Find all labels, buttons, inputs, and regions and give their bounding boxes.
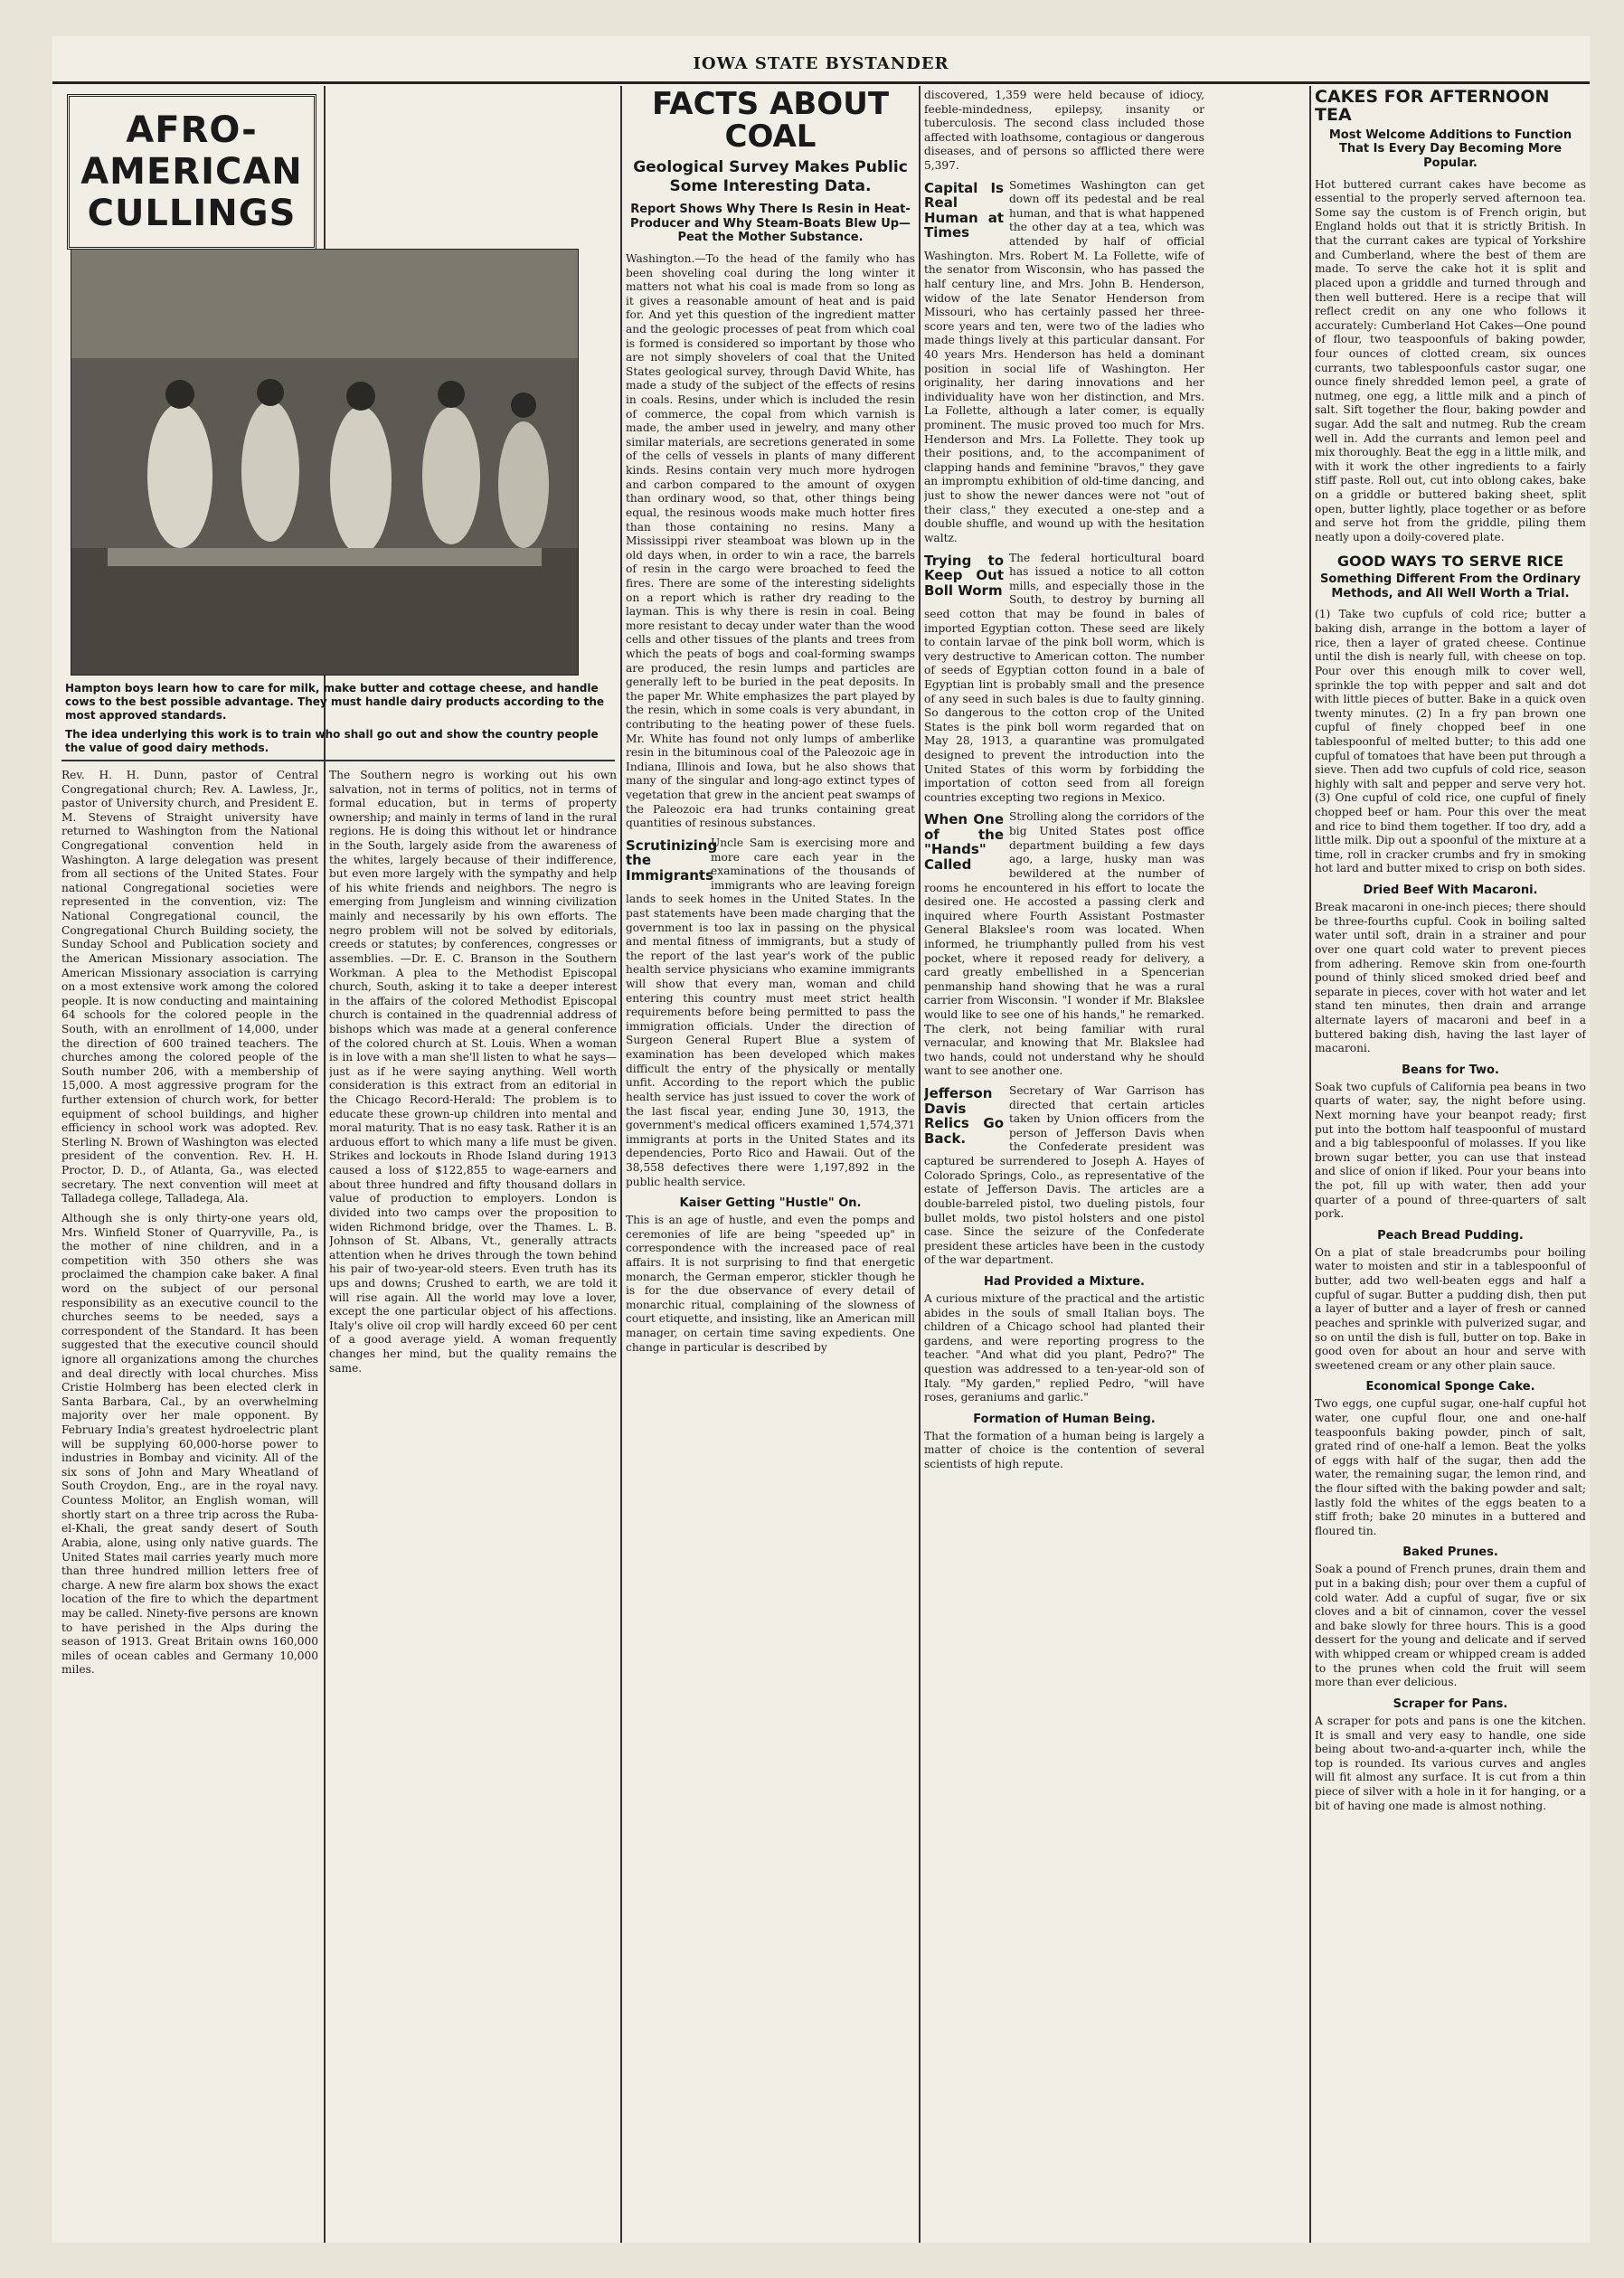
photo-caption: Hampton boys learn how to care for milk, make butter and cottage cheese, and handle cows to the best possible advantage. They must handle dairy products according to the most approved standards.: [65, 682, 605, 722]
scrutinizing-body: Uncle Sam is exercising more and more care each year in the examinations of the thousands of immigrants who are leaving foreign lands to seek homes in the United States. In the past statements have been made charging that the government is too lax in passing on the physical and mental fitness of immigrants, but a study of the report of the last year's work of the public health service physicians who examine immigrants will show that every man, woman and child entering this country must meet strict health requirements before being permitted to pass the immigration officials. Under the direction of Surgeon General Rupert Blue a system of examination has been developed which makes difficult the entry of the physically or mentally unfit. According to the report which the public health service has just issued to cover the work of the last fiscal year, ending June 30, 1913, the government's medical officers examined 1,574,371 immigrants at ports in the United States and its dependencies, Porto Rico and Hawaii. Out of the 38,558 defectives there were 1,197,892 in the public health service.: [626, 836, 915, 1188]
rice-deck: Something Different From the Ordinary Methods, and All Well Worth a Trial.: [1320, 572, 1581, 600]
coal-body: Washington.—To the head of the family who has been shoveling coal during the long winter it matters not what his coal is made from so long as it gives a reasonable amount of heat and is paid for. And yet this question of the ingredient matter and the geologic processes of peat from which coal is formed is considered so important by those who are not simply shovelers of coal that the United States geological survey, through David White, has made a study of the subject of the effects of resins in coals. Resins, under which is included the resin of commerce, the copal from which varnish is made, the amber used in jewelry, and many other similar materials, are secretions generated in some of the cells of vessels in plants of many different kinds. Resins contain very much more hydrogen and carbon compared to the amount of oxygen than ordinary wood, so that, other things being equal, the resinous woods make much hotter fires than those containing no resins. Many a Mississippi river steamboat was blown up in the old days when, in order to win a race, the barrels of resin in the cargo were broached to feed the fires. There are some of the interesting sidelights on a report which is rather dry reading to the layman. This is why there is resin in coal. Being more resistant to decay under water than the wood cells and other tissues of the plants and trees from which the peats of bogs and coal-forming swamps are produced, the resin lumps and particles are generally left to be buried in the peat deposits. In the paper Mr. White emphasizes the part played by the resin, which in some coals is very abundant, in contributing to the heating power of these fuels. Mr. White has found not only lumps of amberlike resin in the bituminous coal of the Paleozoic age in Indiana, Illinois and Iowa, but he also shows that many of the singular and long-ago extinct types of vegetation that grew in the ancient peat swamps of the Paleozoic era had trunks containing great quantities of resinous substances.: [626, 251, 915, 830]
immigrants-tail: discovered, 1,359 were held because of idiocy, feeble-mindedness, epilepsy, insanity or tuberculosis. The second class included those affected with loathsome, contagious or dangerous diseases, and of persons so afflicted there were 5,397.: [924, 89, 1204, 173]
mixture-body: A curious mixture of the practical and the artistic abides in the souls of small Italian boys. The children of a Chicago school had planted their gardens, and were reporting progress to the teacher. "And what did you plant, Pedro?" The question was addressed to a ten-year-old son of Italy. "My garden," replied Pedro, "will have roses, geraniums and garlic.": [924, 1291, 1204, 1404]
rice-headline: GOOD WAYS TO SERVE RICE: [1336, 552, 1564, 570]
coal-deck: Geological Survey Makes Public Some Interesting Data.: [633, 158, 908, 195]
beef-head: Dried Beef With Macaroni.: [1363, 884, 1538, 898]
beef-body: Break macaroni in one-inch pieces; there should be three-fourths cupful. Cook in boiling salted water until soft, drain in a strainer and pour over one quart cold water to prevent pieces from adhering. Remove skin from one-fourth pound of thinly sliced smoked dried beef and separate in pieces, cover with hot water and let stand ten minutes, then drain and arrange alternate layers of macaroni and beef in a buttered baking dish, having the last layer of macaroni.: [1315, 901, 1586, 1055]
peach-head: Peach Bread Pudding.: [1377, 1228, 1524, 1243]
capital-body: Sometimes Washington can get down off its pedestal and be real human, and that is what happened the other day at a tea, which was attended by half of official Washington. Mrs. Robert M. La Follette, wife of the senator from Wisconsin, who has passed the half century line, and Mrs. John B. Henderson, widow of the late Senator Henderson from Missouri, who has certainly passed her three-score years and ten, were two of the ladies who made things lively at this particular dansant. For 40 years Mrs. Henderson has held a dominant position in social life of Washington. Her originality, her daring innovations and her individuality have won her distinction, and Mrs. La Follette, although a later comer, is equally prominent. The music proved too much for Mrs. Henderson and Mrs. La Follette. They took up their positions, and, to the accompaniment of clapping hands and feminine "bravos," they gave an impromptu exhibition of old-time dancing, and just to show the newer dances were not "out of their class," they executed a one-step and a double shuffle, and wound up with the hesitation waltz.: [924, 178, 1204, 544]
scraper-head: Scraper for Pans.: [1393, 1697, 1508, 1711]
beans-head: Beans for Two.: [1402, 1063, 1499, 1077]
cakes-deck: Most Welcome Additions to Function That Is Every Day Becoming More Popular.: [1328, 128, 1572, 171]
boll-worm-body: The federal horticultural board has issued a notice to all cotton mills, and especially those in the South, to destroy by burning all seed cotton that may be found in bales of imported Egyptian cotton. These seed are likely to contain larvae of the pink boll worm, which is very destructive to American cotton. The number of seeds of Egyptian cotton found in a bale of Egyptian lint is probably small and the presence of any seed in such bales is due to faulty ginning. So dangerous to the cotton crop of the United States is the pink boll worm regarded that on May 28, 1913, a quarantine was promulgated designed to prevent the introduction into the United States of this worm by forbidding the importation of cotton seed from all foreign countries excepting two regions in Mexico.: [924, 551, 1204, 804]
capital-head: Capital Is Real Human at Times: [924, 179, 1004, 241]
formation-body: That the formation of a human being is largely a matter of choice is the contention of several scientists of high repute.: [924, 1429, 1204, 1471]
afro-body-1: Rev. H. H. Dunn, pastor of Central Congregational church; Rev. A. Lawless, Jr., pastor of University church, and President E. M. Stevens of Straight university have returned to Washington from the National Congregational convention held in Washington. A large delegation was present from all sections of the United States. Four national Congregational societies were represented in the convention, viz: The National Congregational council, the Congregational Church Building society, the Sunday School and Publication society and the American Missionary association. The American Missionary association is carrying on a most extensive work among the colored people. It is now conducting and maintaining 64 schools for the colored people in the South, with an enrollment of 14,000, under the direction of 600 trained teachers. The churches among the colored people of the South number 206, with a membership of 15,000. A most aggressive program for the further extension of church work, for better equipment of school buildings, and higher efficiency in school work was adopted. Rev. Sterling N. Brown of Washington was elected president of the convention. Rev. H. H. Proctor, D. D., of Atlanta, Ga., was elected secretary. The next convention will meet at Talladega college, Talladega, Ala.: [61, 769, 318, 1205]
rice-body: (1) Take two cupfuls of cold rice; butter a baking dish, arrange in the bottom a layer of rice, then a layer of grated cheese. Continue until the dish is nearly full, with cheese on top. Pour over this enough milk to cover well, sprinkle the top with pepper and salt and dot with little pieces of butter. Bake in a quick oven twenty minutes. (2) In a fry pan brown one cupful of finely chopped beef in one tablespoonful of melted butter; to this add one cupful of tomatoes that have been put through a sieve. Then add two cupfuls of cold rice, season highly with salt and pepper and serve very hot. (3) One cupful of cold rice, one cupful of finely chopped beef or ham. Pour this over the meat and rice to bind them together. If too dry, add a little milk. Dip out a spoonful of the mixture at a time, roll in cracker crumbs and fry in smoking hot lard and butter mixed to crisp on both sides.: [1315, 608, 1586, 875]
masthead: IOWA STATE BYSTANDER: [693, 54, 949, 73]
boll-worm-head: Trying to Keep Out Boll Worm: [924, 552, 1004, 599]
kaiser-head: Kaiser Getting "Hustle" On.: [679, 1196, 862, 1211]
formation-head: Formation of Human Being.: [973, 1412, 1156, 1426]
mixture-head: Had Provided a Mixture.: [984, 1274, 1145, 1289]
prunes-body: Soak a pound of French prunes, drain them and put in a baking dish; pour over them a cupful of cold water. Add a cupful of sugar, five or six cloves and a bit of cinnamon, cover the vessel and bake slowly for three hours. This is a good dessert for the young and delicate and if served with whipped cream or whipped cream is added to the prunes when cold the fruit will seem more than ever delicious.: [1315, 1563, 1586, 1689]
hands-body: Strolling along the corridors of the big United States post office department building a few days ago, a large, husky man was bewildered at the number of rooms he encountered in his effort to locate the desired one. He accosted a passing clerk and inquired where Fourth Assistant Postmaster General Blakslee's room was located. When informed, he triumphantly pulled from his vest pocket, where it reposed ready for delivery, a card greatly embellished in a Spencerian penmanship hand showing that he was a rural carrier from Wisconsin. "I wonder if Mr. Blakslee would like to see one of his hands," he remarked. The clerk, not being familiar with rural vernacular, and knowing that Mr. Blakslee had two hands, could not understand why he should want to see another one.: [924, 810, 1204, 1078]
cakes-headline: CAKES FOR AFTERNOON TEA: [1315, 89, 1550, 125]
hands-head: When One of the "Hands" Called: [924, 811, 1004, 873]
sponge-head: Economical Sponge Cake.: [1365, 1380, 1535, 1394]
kaiser-body: This is an age of hustle, and even the pomps and ceremonies of life are being "speeded up" in correspondence with the increased pace of real affairs. It is not surprising to find that energetic monarch, the German emperor, stickler though he is for the due observance of every detail of monarchic ritual, complaining of the slowness of court etiquette, and insisting, like an American mill manager, on certain time saving expedients. One change in particular is described by: [626, 1214, 915, 1354]
beans-body: Soak two cupfuls of California pea beans in two quarts of water, say, the night before using. Next morning have your beanpot ready; first put into the bottom half teaspoonful of mustard and a big tablespoonful of molasses. If you like brown sugar better, you can use that instead and slice of onion if liked. Pour your beans into the pot, fill up with water, then add your quarter of a pound of three-quarters of salt pork.: [1315, 1080, 1586, 1221]
afro-body-2: Although she is only thirty-one years old, Mrs. Winfield Stoner of Quarryville, Pa., is the mother of nine children, and in a competition with 350 others she was proclaimed the champion cake baker. A final word on the subject of our personal responsibility as an executive council to the churches seems to be needed, says a correspondent of the Standard. It has been suggested that the executive council should ignore all organizations among the churches and deal directly with local churches. Miss Cristie Holmberg has been elected clerk in Santa Barbara, Cal., by an overwhelming majority over her male opponent. By February India's greatest hydroelectric plant will be supplying 60,000-horse power to industries in Bombay and vicinity. All of the six sons of John and Mary Wheatland of South Croydon, Eng., are in the royal navy. Countess Molitor, an English woman, will shortly start on a three trip across the Ruba-el-Khali, the great sandy desert of South Arabia, alone, using only native guards. The United States mail carries yearly much more than three hundred million letters free of charge. A new fire alarm box shows the exact location of the fire to which the department may be called. Ninety-five persons are known to have perished in the Alps during the season of 1913. Great Britain owns 160,000 miles of ocean cables and Germany 10,000 miles.: [61, 1211, 318, 1677]
davis-body: Secretary of War Garrison has directed that certain articles taken by Union officers from the person of Jefferson Davis when the Confederate president was captured be surrendered to Joseph A. Hayes of Colorado Springs, Colo., as representative of the estate of Jefferson Davis. The articles are a double-barreled pistol, two dueling pistols, four bullet molds, two pistol holsters and one pistol case. Since the seizure of the Confederate president these articles have been in the custody of the war department.: [924, 1084, 1204, 1267]
cakes-body: Hot buttered currant cakes have become as essential to the properly served afternoon tea. Some say the custom is of French origin, but England holds out that it is strictly British. In that the currant cakes are typical of Yorkshire and Cumberland, where the best of them are made. To serve the cake hot it is split and placed upon a griddle and turned through and then well buttered. Here is a recipe that will reflect credit on any one who follows it accurately: Cumberland Hot Cakes—One pound of flour, two teaspoonfuls of baking powder, four ounces of clotted cream, six ounces currants, two tablespoonfuls castor sugar, one ounce finely shredded lemon peel, a grate of nutmeg, one egg, a little milk and a pinch of salt. Sift together the flour, baking powder and sugar. Add the salt and nutmeg. Rub the cream well in. Add the currants and lemon peel and mix thoroughly. Beat the egg in a little milk, and with it work the other ingredients to a fairly stiff paste. Roll out, cut into oblong cakes, bake on a griddle or buttered baking sheet, split open, butter lightly, place together or as before and serve hot from the griddle, piling them neatly upon a doily-covered plate.: [1315, 177, 1586, 544]
photo-caption-2: The idea underlying this work is to train who shall go out and show the country people the value of good dairy methods.: [65, 728, 599, 754]
coal-headline: FACTS ABOUT COAL: [651, 89, 890, 155]
prunes-head: Baked Prunes.: [1402, 1545, 1498, 1560]
coal-subdeck: Report Shows Why There Is Resin in Heat-Producer and Why Steam-Boats Blew Up—Peat the Mother Substance.: [629, 203, 911, 245]
scrutinizing-head: Scrutinizing the Immigrants: [626, 837, 718, 884]
scraper-body: A scraper for pots and pans is one the kitchen. It is small and very easy to handle, one side being about two-and-a-quarter inch, while the top is rounded. Its various curves and angles will fit almost any surface. It is cut from a thin piece of silver with a hole in it for hanging, or a bit of having one made is almost nothing.: [1315, 1714, 1586, 1812]
davis-head: Jefferson Davis Relics Go Back.: [924, 1085, 1004, 1147]
sponge-body: Two eggs, one cupful sugar, one-half cupful hot water, one cupful flour, one and one-half teaspoonfuls baking powder, pinch of salt, grated rind of one-half a lemon. Beat the yolks of eggs with half of the sugar, then add the water, the remaining sugar, the lemon rind, and the flour sifted with the baking powder and salt; lastly fold the whites of the eggs beaten to a stiff froth; bake 20 minutes in a buttered and floured tin.: [1315, 1397, 1586, 1537]
afro-headline: AFRO-AMERICAN CULLINGS: [67, 94, 316, 250]
peach-body: On a plat of stale breadcrumbs pour boiling water to moisten and stir in a tablespoonful of butter, add two well-beaten eggs and half a cupful of sugar. Butter a pudding dish, then put a layer of butter and a layer of fresh or canned peaches and sprinkle with pulverized sugar, and so on until the dish is full, butter on top. Bake in good oven for about an hour and serve with sweetened cream or any other plain sauce.: [1315, 1245, 1586, 1372]
stories-wrapper: [52, 36, 1590, 2243]
afro-body-3: The Southern negro is working out his own salvation, not in terms of politics, not in terms of formal education, but in terms of property ownership; and mainly in terms of land in the rural regions. He is doing this without let or hindrance in the South, largely aside from the awareness of the whites, largely because of their indifference, but even more largely with the sympathy and help of his white friends and neighbors. The negro is emerging from Jungleism and winning civilization mainly and necessarily by his own efforts. The negro problem will not be solved by editorials, creeds or statutes; by conferences, congresses or assemblies. —Dr. E. C. Branson in the Southern Workman. A plea to the Methodist Episcopal church, South, asking it to take a deeper interest in the affairs of the colored Methodist Episcopal church is contained in the quadrennial address of bishops which was made at a general conference of the colored church at St. Louis. When a woman is in love with a man she'll listen to what he says—just as if he were saying anything. Well worth consideration is this extract from an editorial in the Chicago Record-Herald: The problem is to educate these grown-up children into mental and moral maturity. That is no easy task. Rather it is an arduous effort to which many a life must be given. Strikes and lockouts in Rhode Island during 1913 caused a loss of $122,855 to wage-earners and about three hundred and fifty thousand dollars in value of production to employers. London is divided into two camps over the proposition to widen Richmond bridge, over the Thames. L. B. Johnson of St. Albans, Vt., generally attracts attention when he drives through the town behind his pair of two-year-old steers. Even truth has its ups and downs; Crushed to earth, we are told it will rise again. All the world may love a lover, except the one particular object of his affections. Italy's olive oil crop will hardly exceed 60 per cent of a good average yield. A woman frequently changes her mind, but the quality remains the same.: [329, 769, 617, 1375]
